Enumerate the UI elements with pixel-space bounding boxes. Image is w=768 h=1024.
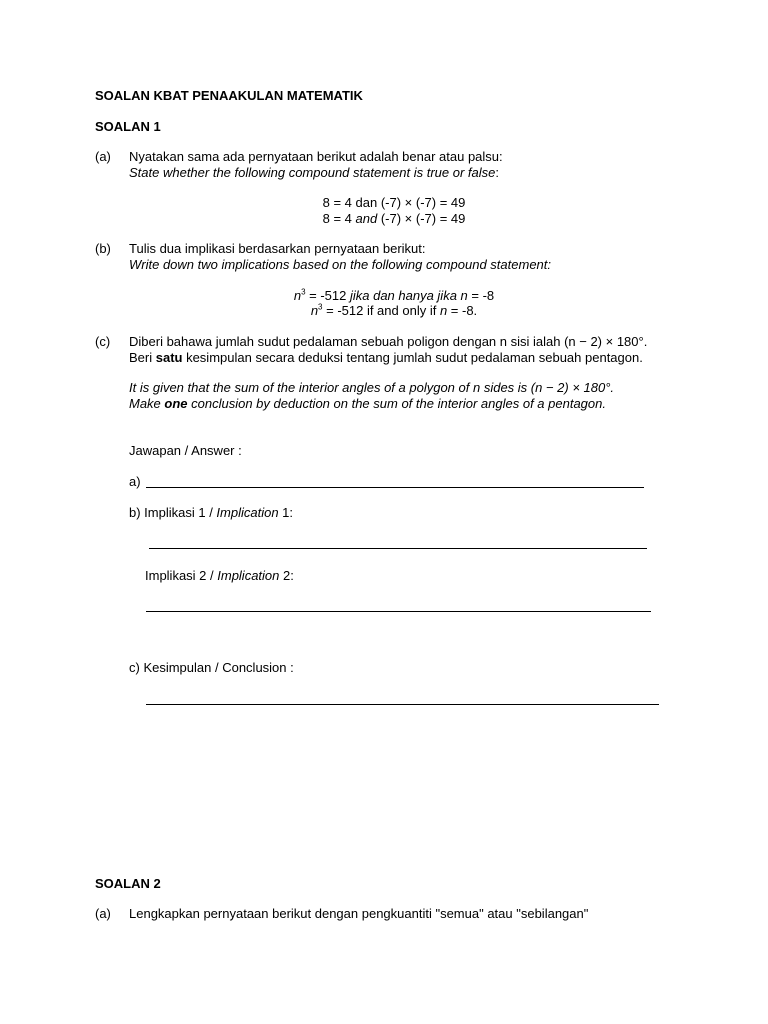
question-1-heading: SOALAN 1 (95, 119, 161, 134)
answer-a-label: a) (129, 474, 141, 489)
ms-eq: = -512 (305, 288, 350, 303)
stmt-en-part2: (-7) × (-7) = 49 (377, 211, 466, 226)
part-c-malay-text (129, 334, 669, 366)
c-en-bold: one (164, 396, 188, 411)
part-b-statement-malay (0, 288, 768, 304)
part-b-statement-english (0, 303, 768, 319)
q2-part-a-text: Lengkapkan pernyataan berikut dengan pengkuantiti "semua" atau "sebilangan" (129, 906, 589, 921)
answer-b2-line[interactable] (146, 611, 651, 612)
answer-heading: Jawapan / Answer : (129, 443, 242, 458)
en-n: n (310, 303, 319, 318)
part-b-malay-text: Tulis dua implikasi berdasarkan pernyataan berikut: (129, 241, 426, 256)
en-val: = -8. (447, 303, 478, 318)
document-title: SOALAN KBAT PENAAKULAN MATEMATIK (95, 88, 363, 103)
part-a-english-colon: : (495, 165, 499, 180)
b2-prefix: Implikasi 2 / (145, 568, 218, 583)
question-2-heading: SOALAN 2 (95, 876, 161, 891)
answer-c-label: c) Kesimpulan / Conclusion : (129, 660, 294, 675)
en-exponent: 3 (318, 302, 323, 312)
part-a-english-italic: State whether the following compound statement is true or false (129, 165, 496, 180)
c-ms-2: kesimpulan secara deduksi tentang jumlah sudut pedalaman sebuah pentagon. (182, 350, 643, 365)
c-en-rest: conclusion by deduction on the sum of the interior angles of a pentagon. (187, 396, 606, 411)
part-a-english-text (129, 165, 499, 181)
c-en-make: Make (129, 396, 165, 411)
part-a-malay-text: Nyatakan sama ada pernyataan berikut adalah benar atau palsu: (129, 149, 503, 164)
part-a-statement-malay: 8 = 4 dan (-7) × (-7) = 49 (322, 195, 466, 210)
ms-jika: jika dan hanya jika n (349, 288, 468, 303)
answer-b2-label (145, 568, 294, 584)
part-c-english-line2 (129, 396, 606, 412)
part-a-statement-english (0, 211, 768, 227)
b1-italic: Implication (216, 505, 279, 520)
q2-part-a-label: (a) (95, 906, 111, 921)
b2-italic: Implication (217, 568, 280, 583)
answer-a-line[interactable] (146, 487, 644, 488)
stmt-en-part1: 8 = 4 (322, 211, 356, 226)
part-b-english-text: Write down two implications based on the following compound statement: (129, 257, 551, 272)
en-n2: n (439, 303, 448, 318)
b1-prefix: b) Implikasi 1 / (129, 505, 217, 520)
b2-suffix: 2: (279, 568, 294, 583)
b1-suffix: 1: (278, 505, 294, 520)
stmt-en-and: and (355, 211, 378, 226)
part-a-label: (a) (95, 149, 111, 164)
ms-exponent: 3 (301, 287, 306, 297)
part-b-label: (b) (95, 241, 111, 256)
answer-b1-label (129, 505, 293, 521)
ms-n: n (293, 288, 302, 303)
answer-b1-line[interactable] (149, 548, 647, 549)
c-ms-bold: satu (155, 350, 183, 365)
answer-c-line[interactable] (146, 704, 659, 705)
en-eq: = -512 if and only if (322, 303, 440, 318)
part-c-english-line1: It is given that the sum of the interior angles of a polygon of n sides is (n − 2) × 180°. (129, 380, 615, 395)
part-c-label: (c) (95, 334, 111, 349)
c-ms-1: Diberi bahawa jumlah sudut pedalaman sebuah poligon dengan n sisi ialah (n − 2) × 180°. Beri (129, 334, 648, 365)
ms-val: = -8 (467, 288, 495, 303)
